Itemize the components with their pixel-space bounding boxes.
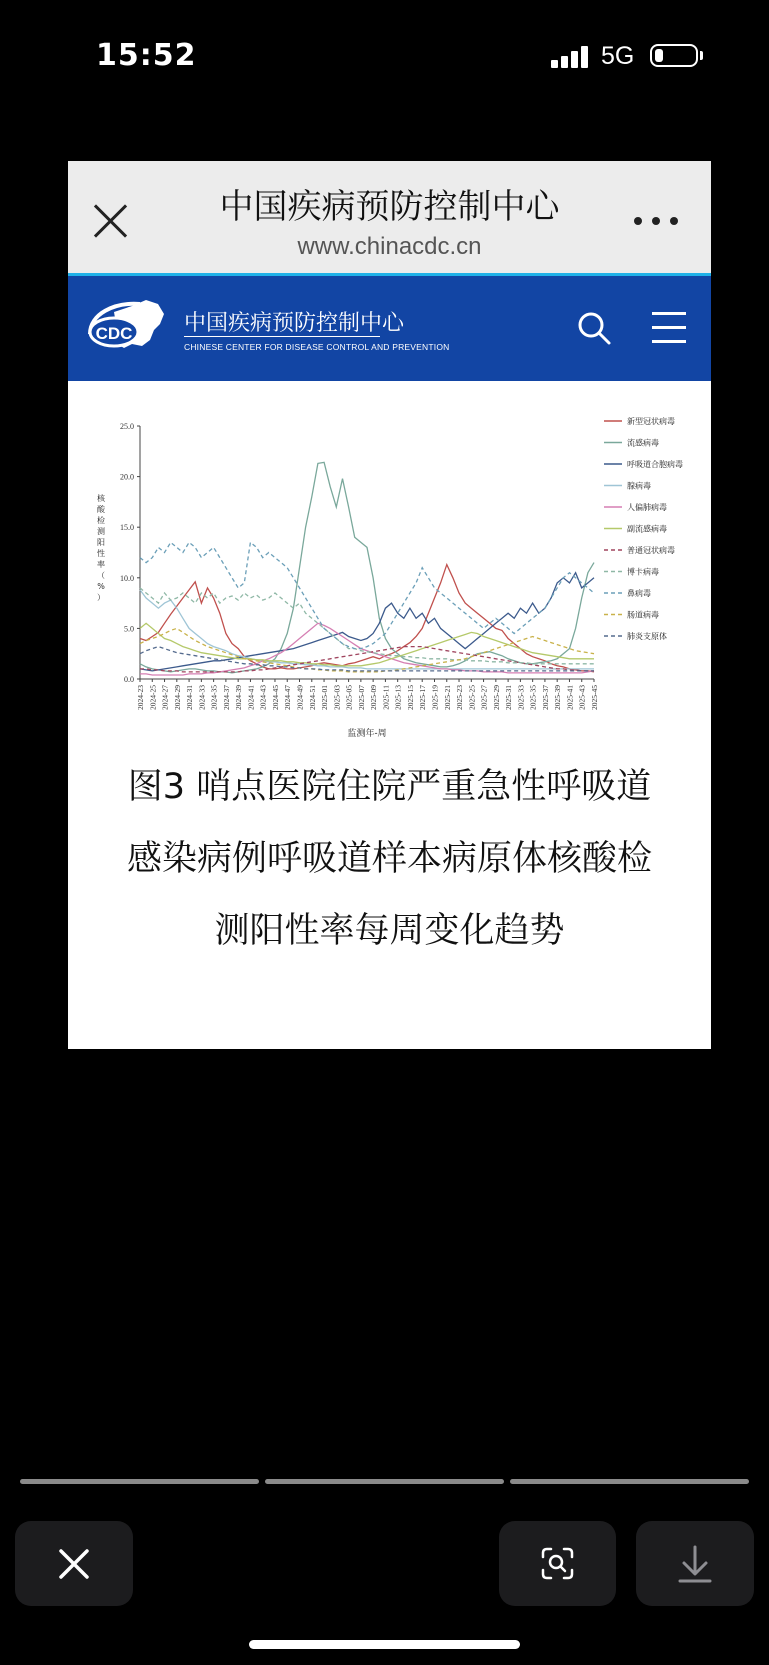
x-tick-label: 2024-29 [172,685,182,710]
x-tick-label: 2025-05 [344,685,354,710]
caption-line-2: 感染病例呼吸道样本病原体核酸检 [126,839,652,879]
x-tick-label: 2025-17 [418,685,428,710]
series-line [140,462,594,673]
series-line [140,573,594,671]
series-line [140,542,594,648]
legend-label: 呼吸道合胞病毒 [627,460,683,469]
legend-label: 副流感病毒 [627,524,667,534]
legend-label: 腺病毒 [627,481,651,491]
x-tick-label: 2024-41 [246,685,256,710]
legend-label: 普通冠状病毒 [627,546,675,555]
cdc-logo-icon [84,294,168,360]
image-search-icon [499,1521,616,1606]
x-tick-label: 2025-31 [504,685,514,710]
x-tick-label: 2025-23 [455,685,465,710]
shared-image-card [68,161,711,1049]
series-line [140,565,594,672]
browser-url: www.chinacdc.cn [297,233,482,260]
x-tick-label: 2025-27 [479,685,489,710]
x-tick-label: 2025-11 [381,685,391,710]
x-tick-label: 2025-33 [516,685,526,710]
x-tick-label: 2024-37 [221,685,231,710]
x-tick-label: 2024-39 [234,685,244,710]
x-tick-label: 2024-51 [307,685,317,710]
chart-figure [68,381,711,741]
x-tick-label: 2025-13 [393,685,403,710]
x-tick-label: 2025-25 [467,685,477,710]
x-tick-label: 2025-45 [590,685,599,710]
y-tick-label: 25.0 [120,422,134,431]
x-tick-label: 2024-25 [148,685,158,710]
x-tick-label: 2025-43 [577,685,587,710]
x-tick-label: 2025-41 [565,685,575,710]
legend-label: 博卡病毒 [627,567,659,577]
battery-icon [650,44,698,67]
page-indicator-3 [510,1479,749,1484]
y-tick-label: 0.0 [124,675,134,684]
x-tick-label: 2024-49 [295,685,305,710]
x-tick-label: 2025-37 [540,685,550,710]
y-axis-label-char: 性 [97,549,105,558]
cdc-name-cn: 中国疾病预防控制中心 [184,311,405,336]
y-axis-label-char: 检 [97,516,105,525]
y-axis-label-char: 核 [97,494,105,503]
browser-header [68,161,711,273]
x-tick-label: 2025-29 [491,685,501,710]
x-tick-label: 2025-07 [356,685,366,710]
x-tick-label: 2025-09 [369,685,379,710]
series-line [140,623,594,675]
cdc-logo-text: CDC [95,324,133,343]
menu-icon[interactable] [652,312,686,344]
x-tick-label: 2024-47 [283,685,293,710]
x-tick-label: 2024-43 [258,685,268,710]
positivity-rate-chart [68,381,711,741]
figure-caption [88,751,691,967]
cdc-name-underline [184,336,380,337]
close-button[interactable] [15,1521,133,1606]
x-tick-label: 2025-21 [442,685,452,710]
page-indicator-2 [265,1479,504,1484]
legend-label: 流感病毒 [627,438,659,448]
image-search-button[interactable] [499,1521,616,1606]
legend-label: 肺炎支原体 [627,632,667,641]
cdc-name-en: CHINESE CENTER FOR DISEASE CONTROL AND PREVENTION [184,342,450,352]
legend-label: 肠道病毒 [627,610,659,620]
x-tick-label: 2024-35 [209,685,219,710]
y-axis-label-char: ） [97,593,105,602]
x-tick-label: 2025-01 [320,685,330,710]
y-tick-label: 20.0 [120,472,134,482]
download-button[interactable] [636,1521,754,1606]
caption-line-3: 测阳性率每周变化趋势 [214,911,565,951]
x-tick-label: 2025-15 [405,685,415,710]
x-tick-label: 2024-31 [185,685,195,710]
caption-line-1: 图3 哨点医院住院严重急性呼吸道 [127,767,652,807]
search-icon[interactable] [576,310,612,346]
y-tick-label: 15.0 [120,523,134,533]
legend-label: 新型冠状病毒 [627,417,675,426]
x-tick-label: 2025-39 [553,685,563,710]
y-axis-label-char: % [97,582,105,591]
legend-label: 鼻病毒 [627,589,651,598]
network-type: 5G [601,42,635,70]
y-tick-label: 5.0 [124,624,134,634]
legend-label: 人偏肺病毒 [627,503,667,512]
x-tick-label: 2024-45 [270,685,280,710]
x-tick-label: 2024-33 [197,685,207,710]
y-axis-label-char: 率 [97,560,105,569]
more-options-icon[interactable] [634,217,678,225]
y-axis-label-char: 阳 [97,538,105,547]
browser-page-title: 中国疾病预防控制中心 [219,187,560,227]
x-tick-label: 2025-03 [332,685,342,710]
series-line [140,590,594,669]
home-indicator [249,1640,520,1649]
y-axis-label-char: 测 [97,527,105,536]
download-icon [636,1521,754,1606]
x-tick-label: 2024-27 [160,685,170,710]
y-axis-label-char: （ [97,571,105,580]
close-icon [15,1521,133,1606]
battery-nub [700,51,703,60]
x-tick-label: 2024-23 [136,685,145,710]
x-tick-label: 2025-19 [430,685,440,710]
status-time: 15:52 [96,38,197,73]
x-axis-label: 监测年-周 [347,729,387,739]
y-tick-label: 10.0 [120,573,134,583]
y-axis-label-char: 酸 [97,505,105,514]
cdc-site-header [68,273,711,381]
page-indicator-1 [20,1479,259,1484]
cellular-signal-icon [551,46,591,68]
x-tick-label: 2025-35 [528,685,538,710]
